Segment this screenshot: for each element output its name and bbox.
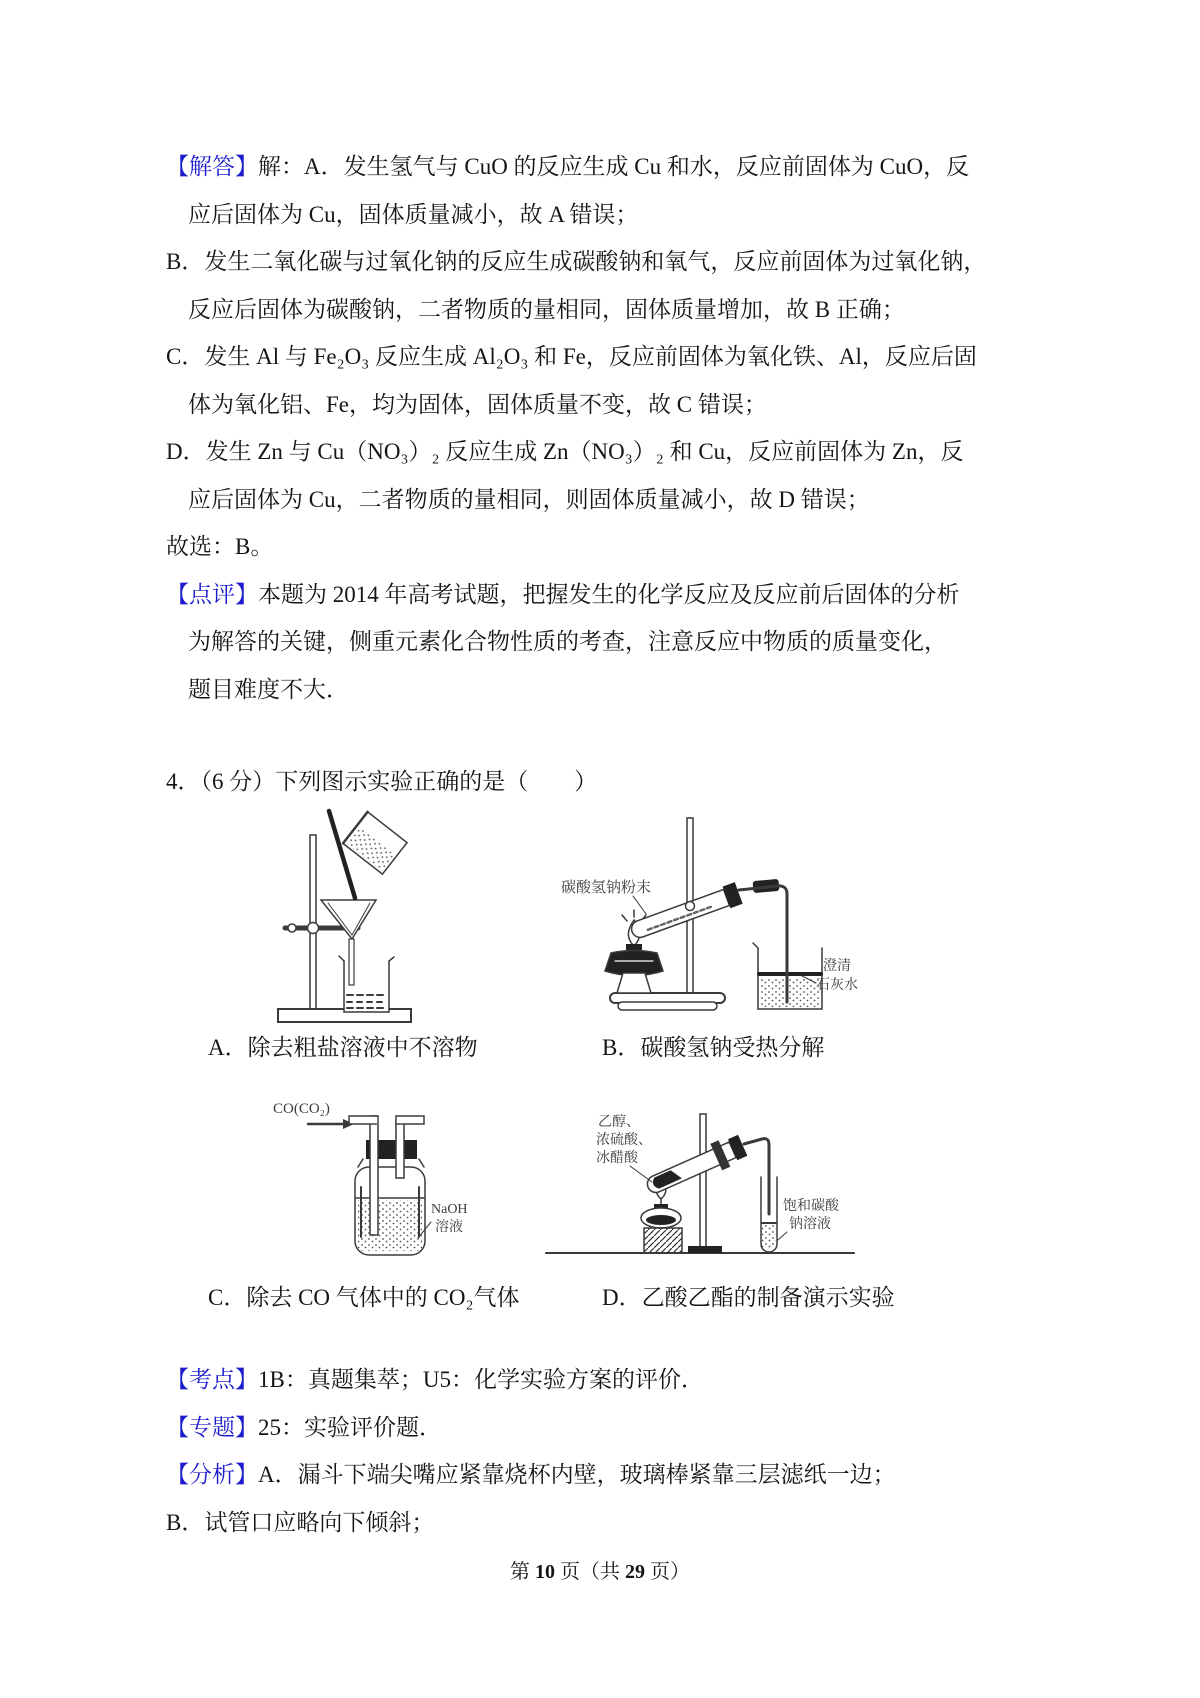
comment-line: 为解答的关键，侧重元素化合物性质的考查，注意反应中物质的质量变化， bbox=[188, 629, 947, 654]
reaction-test-tube bbox=[642, 1132, 748, 1201]
powder-label: 碳酸氢钠粉末 bbox=[561, 880, 652, 896]
solution-line: 应后固体为 Cu，二者物质的量相同，则固体质量减小，故 D 错误； bbox=[188, 486, 870, 512]
naoh-label-1: NaOH bbox=[431, 1202, 468, 1217]
option-a-caption: A．除去粗盐溶液中不溶物 bbox=[208, 1035, 478, 1060]
mixture-label-1: 乙醇、 bbox=[598, 1115, 640, 1130]
option-c-caption: C．除去 CO 气体中的 CO₂气体 bbox=[208, 1285, 520, 1310]
comment-line bbox=[166, 571, 1080, 619]
label-leader bbox=[630, 1166, 652, 1182]
figure-d-ester-preparation bbox=[540, 1080, 860, 1258]
solution-line: 应后固体为 Cu，固体质量减小，故 A 错误； bbox=[188, 201, 639, 227]
clamp-knob bbox=[686, 902, 695, 911]
figure-a-filtration bbox=[265, 797, 470, 1027]
footer-text: 第 bbox=[510, 1561, 535, 1583]
question-4-stem: 4．（6 分）下列图示实验正确的是（ ） bbox=[166, 769, 598, 794]
kaodian-text: 1B：真题集萃；U5：化学实验方案的评价． bbox=[258, 1367, 704, 1392]
fenxi-label: 【分析】 bbox=[166, 1462, 258, 1487]
mixture-label-3: 冰醋酸 bbox=[596, 1151, 638, 1166]
naoh-label-2: 溶液 bbox=[435, 1220, 463, 1235]
kaodian-line bbox=[166, 1356, 1100, 1404]
gas-label: CO(CO₂) bbox=[273, 1101, 330, 1117]
comment-text: 本题为 2014 年高考试题，把握发生的化学反应及反应前后固体的分析 bbox=[258, 581, 960, 607]
solution-line bbox=[166, 143, 1080, 191]
label-leader bbox=[633, 896, 646, 914]
alcohol-lamp bbox=[605, 951, 663, 976]
funnel-stem bbox=[349, 939, 354, 985]
page-footer bbox=[0, 1556, 1200, 1588]
solution-line: 体为氧化铝、Fe，均为固体，固体质量不变，故 C 错误； bbox=[188, 391, 767, 417]
solution-block bbox=[166, 143, 1080, 713]
kaodian-label: 【考点】 bbox=[166, 1367, 258, 1392]
comment-line: 题目难度不大． bbox=[188, 676, 349, 702]
footer-text: 页） bbox=[645, 1561, 690, 1583]
option-d-caption: D．乙酸乙酯的制备演示实验 bbox=[602, 1285, 895, 1310]
inlet-tube bbox=[370, 1116, 378, 1235]
zhuanti-text: 25：实验评价题． bbox=[258, 1414, 442, 1440]
solution-text: 解：A．发生氢气与 CuO 的反应生成 Cu 和水，反应前固体为 CuO，反 bbox=[258, 154, 970, 179]
saturated-label-2: 钠溶液 bbox=[789, 1217, 831, 1232]
glass-rod bbox=[329, 811, 355, 898]
label-leader bbox=[778, 1232, 787, 1240]
page-number: 10 bbox=[535, 1561, 555, 1583]
fenxi-line bbox=[166, 1451, 1100, 1499]
zhuanti-line bbox=[166, 1404, 1100, 1452]
answer-line: 故选：B。 bbox=[166, 534, 274, 559]
solution-line: 反应后固体为碳酸钠，二者物质的量相同，固体质量增加，故 B 正确； bbox=[188, 296, 905, 322]
figure-c-gas-washing-bottle bbox=[255, 1087, 490, 1277]
stand-foot bbox=[688, 1246, 722, 1253]
option-b-caption: B．碳酸氢钠受热分解 bbox=[602, 1035, 825, 1060]
annotation-block bbox=[166, 1356, 1100, 1546]
pouring-beaker bbox=[343, 812, 407, 874]
funnel bbox=[321, 900, 376, 939]
jieda-label: 【解答】 bbox=[166, 154, 258, 179]
solution-line: D．发生 Zn 与 Cu（NO₃）₂ 反应生成 Zn（NO₃）₂ 和 Cu，反应前固体为 Zn，反 bbox=[166, 439, 964, 464]
limewater-label-2: 石灰水 bbox=[816, 978, 858, 993]
wood-block bbox=[644, 1228, 682, 1253]
fenxi-line-b: B．试管口应略向下倾斜； bbox=[166, 1509, 435, 1535]
footer-text: 页（共 bbox=[555, 1561, 625, 1583]
fenxi-text: A．漏斗下端尖嘴应紧靠烧杯内壁，玻璃棒紧靠三层滤纸一边； bbox=[258, 1462, 896, 1487]
stand-rod bbox=[700, 1114, 706, 1248]
total-pages: 29 bbox=[625, 1561, 645, 1583]
mixture-label-2: 浓硫酸、 bbox=[596, 1133, 652, 1148]
dianping-label: 【点评】 bbox=[166, 581, 258, 607]
saturated-label-1: 饱和碳酸 bbox=[783, 1199, 839, 1214]
solution-line: B．发生二氧化碳与过氧化钠的反应生成碳酸钠和氧气，反应前固体为过氧化钠， bbox=[166, 249, 987, 274]
figure-b-heating-nahco3 bbox=[515, 810, 860, 1015]
solution-line: C．发生 Al 与 Fe₂O₃ 反应生成 Al₂O₃ 和 Fe，反应前固体为氧化铁、Al，反应后固 bbox=[166, 344, 977, 369]
limewater-label-1: 澄清 bbox=[823, 959, 851, 974]
zhuanti-label: 【专题】 bbox=[166, 1414, 258, 1440]
outlet-tube bbox=[396, 1120, 404, 1178]
